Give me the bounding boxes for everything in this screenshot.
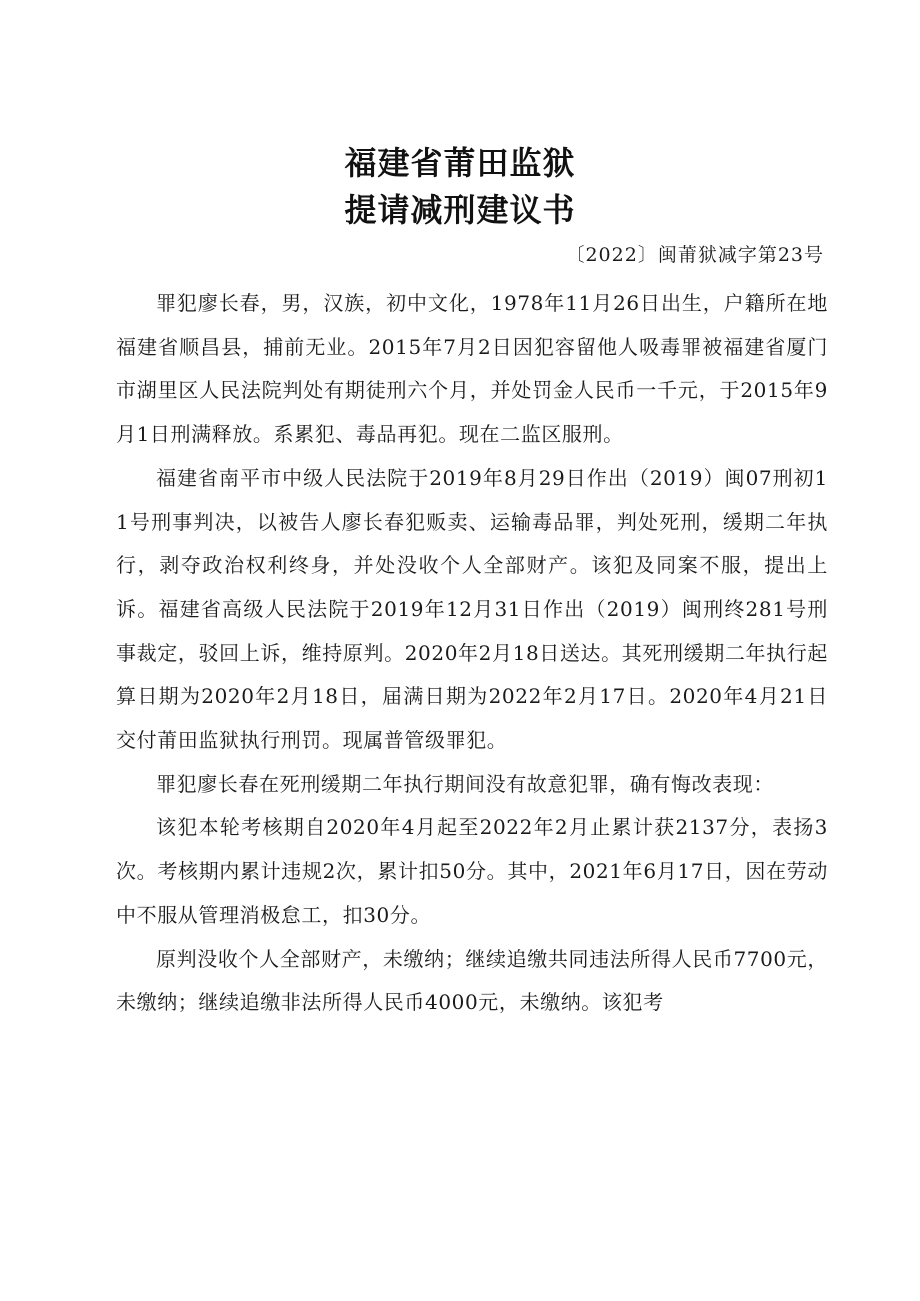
document-number: 〔2022〕闽莆狱减字第23号 [565, 244, 824, 266]
document-title-line-2: 提请减刑建议书 [344, 191, 576, 229]
paragraph-reform-statement: 罪犯廖长春在死刑缓期二年执行期间没有故意犯罪，确有悔改表现： [156, 771, 774, 796]
document-body [116, 282, 828, 1025]
paragraph-criminal-background: 罪犯廖长春，男，汉族，初中文化，1978年11月26日出生，户籍所在地福建省顺昌县，捕前无业。2015年7月2日因犯容留他人吸毒罪被福建省厦门市湖里区人民法院判处有期徒刑六个月，并处罚金人民币一千元，于2015年9月1日刑满释放。系累犯、毒品再犯。现在二监区服刑。 [116, 291, 828, 447]
paragraph-property-penalty: 原判没收个人全部财产，未缴纳；继续追缴共同违法所得人民币7700元，未缴纳；继续追缴非法所得人民币4000元，未缴纳。该犯考 [116, 946, 828, 1015]
paragraph-assessment-record: 该犯本轮考核期自2020年4月起至2022年2月止累计获2137分，表扬3次。考核期内累计违规2次，累计扣50分。其中，2021年6月17日，因在劳动中不服从管理消极怠工，扣30分。 [116, 815, 828, 927]
document-title-line-1: 福建省莆田监狱 [344, 144, 576, 182]
paragraph-judgment-history: 福建省南平市中级人民法院于2019年8月29日作出（2019）闽07刑初11号刑事判决，以被告人廖长春犯贩卖、运输毒品罪，判处死刑，缓期二年执行，剥夺政治权利终身，并处没收个人全部财产。该犯及同案不服，提出上诉。福建省高级人民法院于2019年12月31日作出（2019）闽刑终281号刑事裁定，驳回上诉，维持原判。2020年2月18日送达。其死刑缓期二年执行起算日期为2020年2月18日，届满日期为2022年2月17日。2020年4月21日交付莆田监狱执行刑罚。现属普管级罪犯。 [116, 465, 829, 753]
